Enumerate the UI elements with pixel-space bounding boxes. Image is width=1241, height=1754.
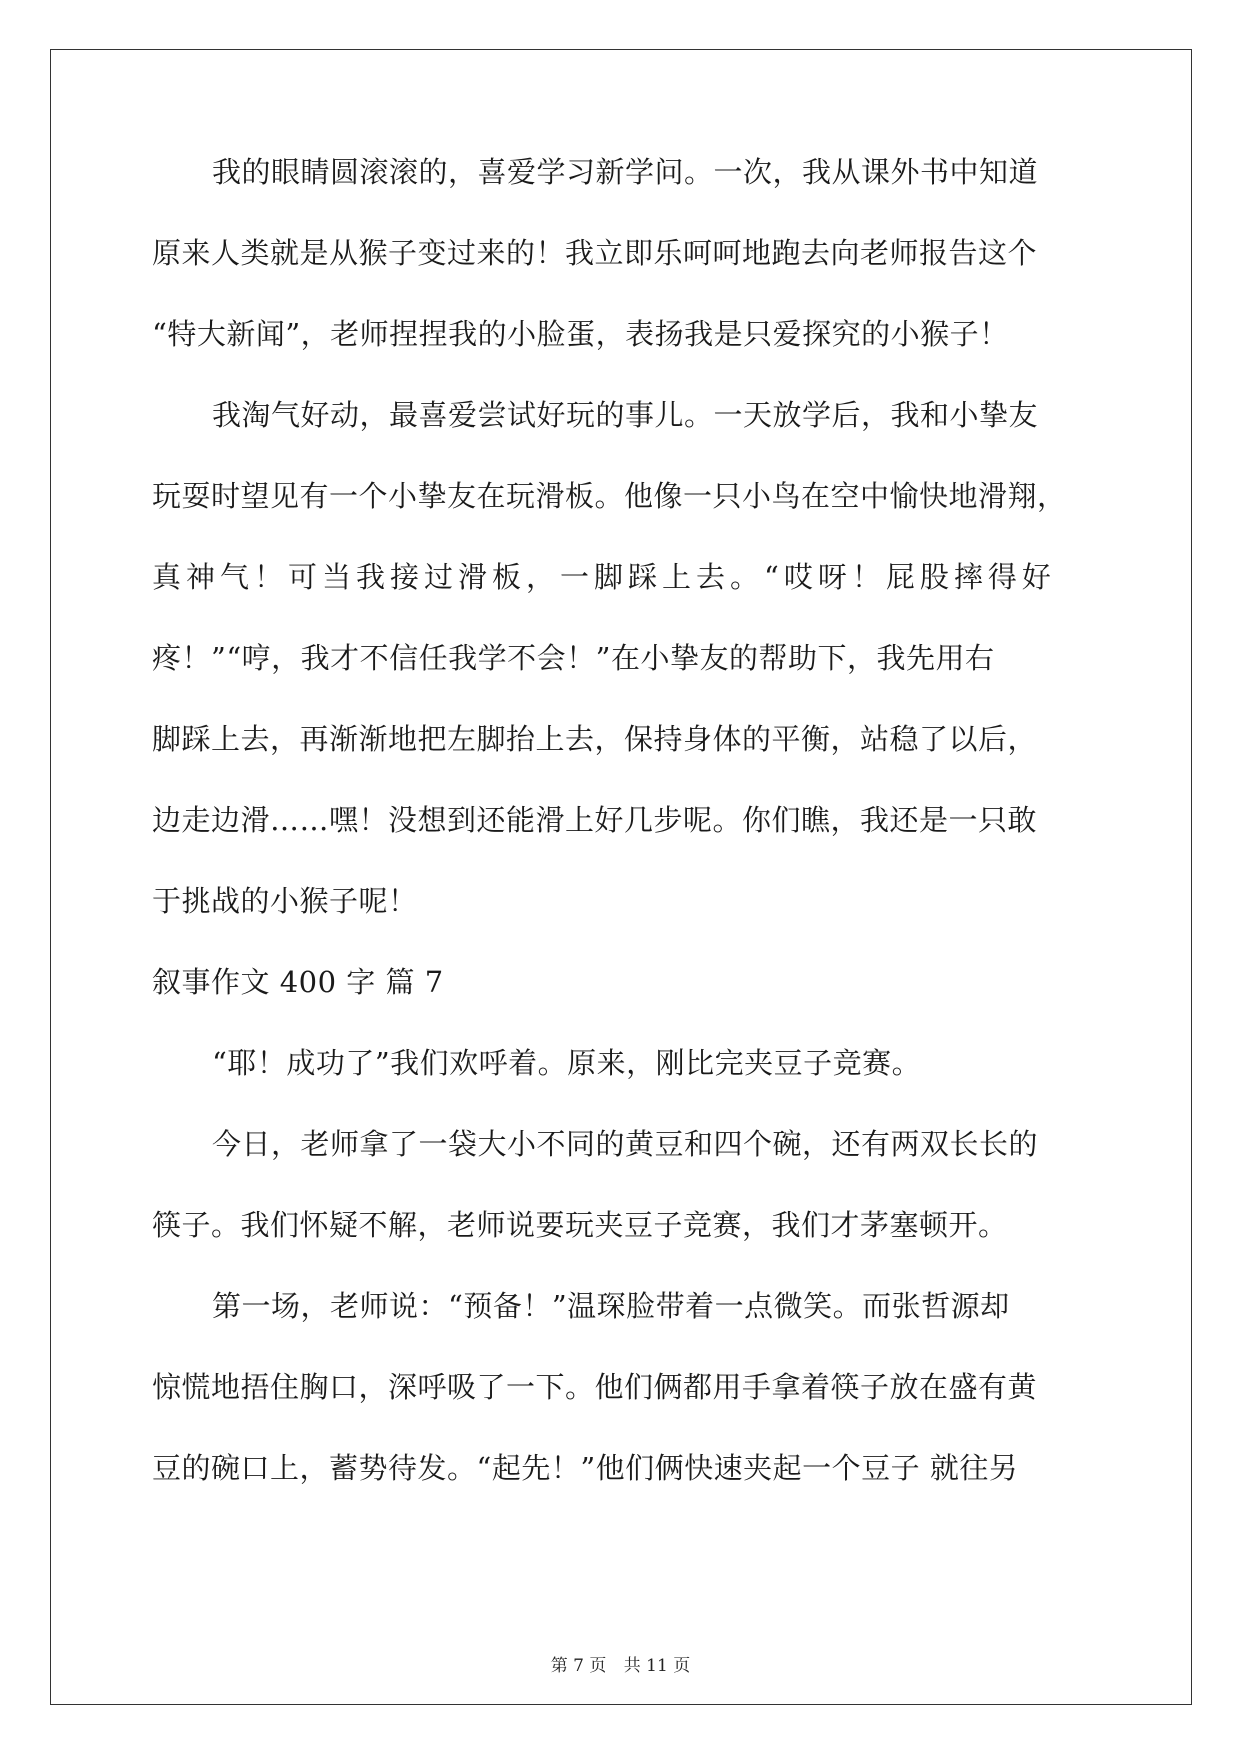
paragraph-line: 原来人类就是从猴子变过来的！我立即乐呵呵地跑去向老师报告这个 [152,236,1038,270]
section-heading: 叙事作文 400 字 篇 7 [152,965,444,999]
paragraph-line: 玩耍时望见有一个小挚友在玩滑板。他像一只小鸟在空中愉快地滑翔， [152,479,1067,513]
paragraph-line: 真神气！可当我接过滑板，一脚踩上去。“哎呀！屁股摔得好 [152,560,1056,594]
paragraph-line: 我的眼睛圆滚滚的，喜爱学习新学问。一次，我从课外书中知道 [212,155,1039,189]
paragraph-line: 脚踩上去，再渐渐地把左脚抬上去，保持身体的平衡，站稳了以后， [152,722,1038,756]
paragraph-line: 筷子。我们怀疑不解，老师说要玩夹豆子竞赛，我们才茅塞顿开。 [152,1208,1008,1242]
paragraph-line: 今日，老师拿了一袋大小不同的黄豆和四个碗，还有两双长长的 [212,1127,1039,1161]
paragraph-line: “特大新闻”，老师捏捏我的小脸蛋，表扬我是只爱探究的小猴子！ [152,317,1009,351]
page-footer [0,1655,1241,1677]
paragraph-line: 豆的碗口上，蓄势待发。“起先！”他们俩快速夹起一个豆子 就往另 [152,1451,1019,1485]
paragraph-line: 于挑战的小猴子呢！ [152,884,418,918]
paragraph-line: 疼！”“哼，我才不信任我学不会！”在小挚友的帮助下，我先用右 [152,641,995,675]
paragraph-line: 边走边滑……嘿！没想到还能滑上好几步呢。你们瞧，我还是一只敢 [152,803,1038,837]
paragraph-line: “耶！成功了”我们欢呼着。原来，刚比完夹豆子竞赛。 [212,1046,922,1080]
page-number: 第 7 页 [550,1656,607,1676]
paragraph-line: 第一场，老师说：“预备！”温琛脸带着一点微笑。而张哲源却 [212,1289,1010,1323]
page-total: 共 11 页 [623,1656,691,1676]
paragraph-line: 惊慌地捂住胸口，深呼吸了一下。他们俩都用手拿着筷子放在盛有黄 [152,1370,1038,1404]
paragraph-line: 我淘气好动，最喜爱尝试好玩的事儿。一天放学后，我和小挚友 [212,398,1039,432]
